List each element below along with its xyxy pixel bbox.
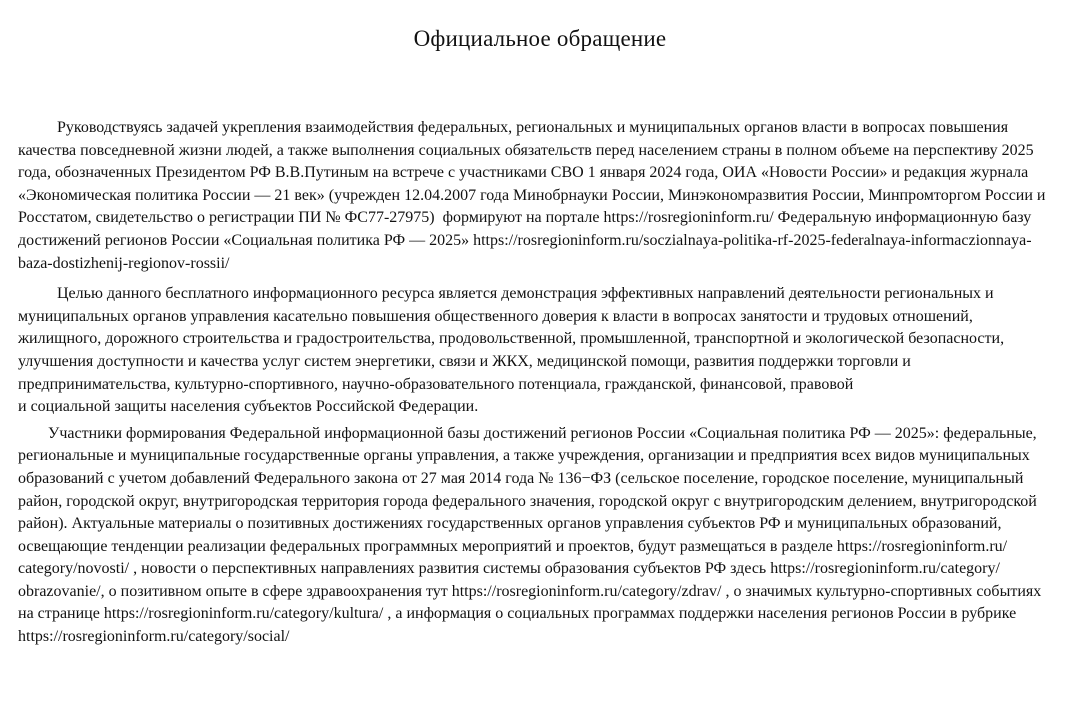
text-line: Росстатом, свидетельство о регистрации ПИ № ФС77-27975) формируют на портале https://rosregioninform.ru/ Федеральную информационную базу [18,209,1032,227]
text-line: и социальной защиты населения субъектов Российской Федерации. [18,398,479,416]
page-title: Официальное обращение [413,26,667,51]
text-line: Участники формирования Федеральной информационной базы достижений регионов России «Социальная политика РФ — 2025»: федеральные, [48,424,1037,442]
text-line: «Экономическая политика России — 21 век» (учрежден 12.04.2007 года Минобрнауки России, Минэкономразвития России, Минпромторгом России и [18,186,1046,204]
document-body [18,117,1063,649]
text-line: качества повседневной жизни людей, а также выполнения социальных обязательств перед населением страны в полном объеме на перспективу 2025 [18,141,1034,159]
text-line: Руководствуясь задачей укрепления взаимодействия федеральных, региональных и муниципальных органов власти в вопросах повышения [57,119,1009,136]
text-line: года, обозначенных Президентом РФ В.В.Путиным на встрече с участниками СВО 1 января 2024 года, ОИА «Новости России» и редакция журнала [18,164,1029,182]
text-line: obrazovanie/, о позитивном опыте в сфере здравоохранения тут https://rosregioninform.ru/category/zdrav/ , о значимых культурно-спортивных событиях [18,582,1042,600]
text-line: предпринимательства, культурно-спортивного, научно-образовательного потенциала, гражданской, финансовой, правовой [18,375,854,393]
text-line: муниципальных органов управления касательно повышения общественного доверия к власти в вопросах занятости и трудовых отношений, [18,307,973,325]
text-line: https://rosregioninform.ru/category/social/ [18,628,290,646]
text-line: category/novosti/ , новости о перспективных направлениях развития системы образования субъектов РФ здесь https://rosregioninform.ru/category/ [18,560,1000,578]
text-line: освещающие тенденции реализации федеральных программных мероприятий и проектов, будут размещаться в разделе https://rosregioninform.ru/ [18,537,1008,555]
text-line: достижений регионов России «Социальная политика РФ — 2025» https://rosregioninform.ru/soczialnaya-politika-rf-2025-federalnaya-informaczionnaya- [18,231,1032,249]
text-line: район). Актуальные материалы о позитивных достижениях государственных органов управления субъектов РФ и муниципальных образований, [18,515,1002,533]
text-line: район, городской округ, внутригородская территория города федерального значения, городской округ с внутригородским делением, внутригородской [18,492,1037,510]
text-line: жилищного, дорожного строительства и градостроительства, продовольственной, промышленной, транспортной и экологической безопасности, [18,330,1005,348]
text-line: улучшения доступности и качества услуг систем энергетики, связи и ЖКХ, медицинской помощи, развития поддержки торговли и [18,352,911,370]
document-page [0,24,1080,710]
text-line: Целью данного бесплатного информационного ресурса является демонстрация эффективных направлений деятельности региональных и [57,285,994,303]
text-line: образований с учетом добавлений Федерального закона от 27 мая 2014 года № 136−ФЗ (сельское поселение, городское поселение, муниципальный [18,469,1024,487]
text-line: региональные и муниципальные государственные органы управления, а также учреждения, организации и предприятия всех видов муниципальных [18,447,1030,465]
text-line: baza-dostizhenij-regionov-rossii/ [18,254,230,272]
text-line: на странице https://rosregioninform.ru/category/kultura/ , а информация о социальных программах поддержки населения регионов России в рубрике [18,605,1017,623]
paragraph-2 [18,283,1063,419]
paragraph-3 [18,423,1063,649]
paragraph-1 [18,117,1063,275]
